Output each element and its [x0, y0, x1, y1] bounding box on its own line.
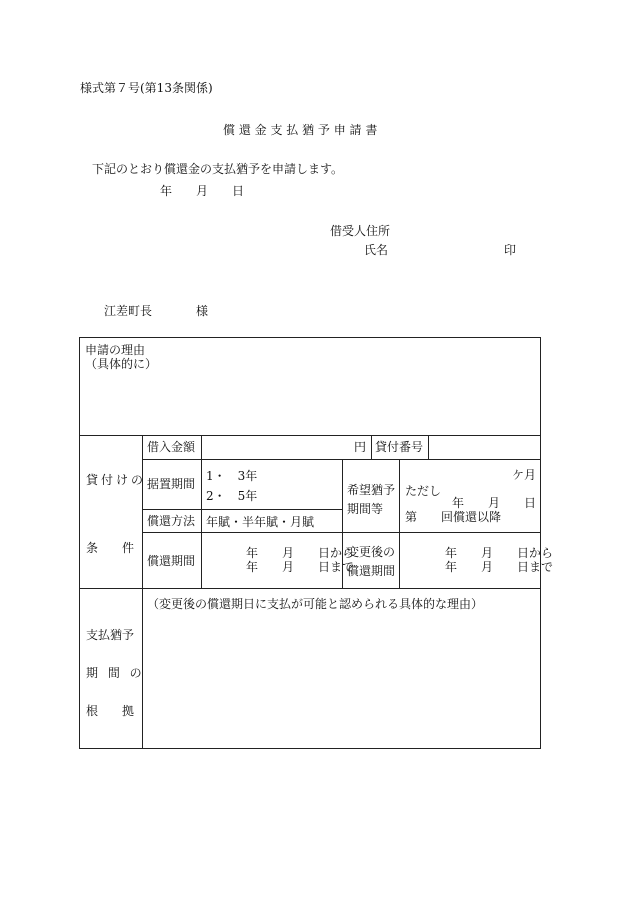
- basis-field[interactable]: [146, 615, 536, 743]
- borrower-address-label: 借受人住所: [330, 224, 391, 238]
- conditions-label-line2: 条 件: [86, 541, 135, 555]
- desired-date: 年 月 日: [452, 496, 537, 510]
- basis-note: （変更後の償還期日に支払が可能と認められる具体的な理由）: [147, 597, 484, 611]
- basis-label-line2: 期 間 の: [86, 666, 145, 680]
- repay-period-from: 年 月 日から: [246, 546, 355, 560]
- conditions-label-line1: 貸付けの: [86, 473, 147, 487]
- repay-method-options[interactable]: 年賦・半年賦・月賦: [206, 515, 315, 529]
- basis-label-line3: 根 拠: [86, 704, 135, 718]
- loan-amount-field[interactable]: [203, 437, 351, 458]
- borrower-name-label: 氏名: [364, 243, 389, 257]
- reason-field[interactable]: [142, 345, 534, 431]
- desired-period-label: 希望猶予 期間等: [347, 483, 396, 517]
- grace-option-3years[interactable]: 1・ 3年: [206, 469, 258, 483]
- changed-period-from: 年 月 日から: [445, 546, 554, 560]
- repay-period-to: 年 月 日まで: [246, 560, 355, 574]
- loan-amount-unit: 円: [354, 440, 367, 454]
- reason-label: 申請の理由 （具体的に）: [85, 343, 158, 372]
- addressee: 江差町長: [104, 304, 153, 318]
- repay-method-label: 償還方法: [147, 514, 196, 528]
- proviso-text: ただし: [405, 484, 442, 498]
- addressee-honorific: 様: [196, 304, 209, 318]
- changed-period-label: 変更後の 償還期間: [347, 545, 396, 579]
- application-date: 年 月 日: [160, 184, 245, 198]
- basis-label-line1: 支払猶予: [86, 628, 135, 642]
- loan-number-field[interactable]: [430, 437, 538, 458]
- repay-period-label: 償還期間: [147, 554, 196, 568]
- installment-from: 第 回償還以降: [405, 510, 502, 524]
- loan-amount-label: 借入金額: [147, 440, 196, 454]
- document-title: 償 還 金 支 払 猶 予 申 請 書: [223, 123, 378, 137]
- grace-option-5years[interactable]: 2・ 5年: [206, 489, 258, 503]
- grace-period-label: 据置期間: [147, 477, 196, 491]
- seal-mark: 印: [504, 243, 517, 257]
- form-number: 様式第７号(第13条関係): [80, 81, 213, 95]
- changed-period-to: 年 月 日まで: [445, 560, 554, 574]
- loan-number-label: 貸付番号: [375, 440, 424, 454]
- intro-text: 下記のとおり償還金の支払猶予を申請します。: [92, 162, 344, 176]
- months-unit: ケ月: [512, 468, 537, 482]
